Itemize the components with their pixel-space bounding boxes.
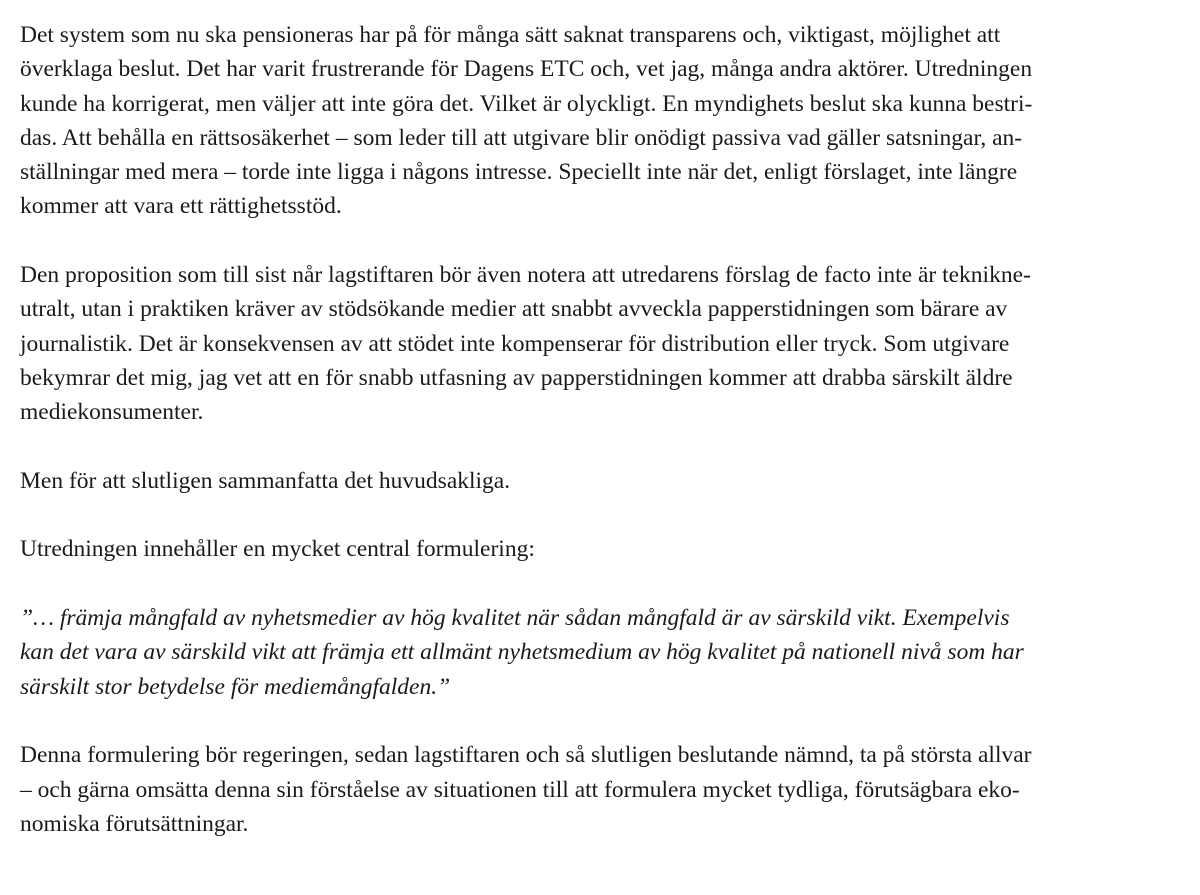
paragraph-6 [20,738,1170,841]
text-line: – och gärna omsätta denna sin förståelse av situationen till att formulera mycket tydliga, förutsägbara eko- [20,776,1020,803]
text-line: mediekonsumenter. [20,399,204,426]
text-line: Utredningen innehåller en mycket central formulering: [20,536,535,563]
paragraph-3 [20,464,1170,498]
text-line: kunde ha korrigerat, men väljer att inte göra det. Vilket är olyckligt. En myndighets beslut ska kunna bestri- [20,90,1033,117]
text-line: ställningar med mera – torde inte ligga i någons intresse. Speciellt inte när det, enligt förslaget, inte längre [20,159,1018,186]
text-line: Denna formulering bör regeringen, sedan lagstiftaren och så slutligen beslutande nämnd, ta på största allvar [20,742,1032,769]
text-line: journalistik. Det är konsekvensen av att stödet inte kompenserar för distribution eller tryck. Som utgivare [20,330,1010,357]
text-line: kommer att vara ett rättighetsstöd. [20,193,342,220]
paragraph-1 [20,18,1170,224]
quote-line: särskilt stor betydelse för mediemångfalden.” [20,673,451,700]
text-line: Men för att slutligen sammanfatta det huvudsakliga. [20,467,511,494]
text-line: das. Att behålla en rättsosäkerhet – som leder till att utgivare blir onödigt passiva vad gäller satsningar, an- [20,124,1023,151]
text-line: Den proposition som till sist når lagstiftaren bör även notera att utredarens förslag de facto inte är teknikne- [20,262,1031,289]
text-line: nomiska förutsättningar. [20,810,249,837]
paragraph-4 [20,532,1170,566]
block-quote [20,601,1170,704]
quote-line: kan det vara av särskild vikt att främja ett allmänt nyhetsmedium av hög kvalitet på nationell nivå som har [20,639,1024,666]
text-line: utralt, utan i praktiken kräver av stödsökande medier att snabbt avveckla papperstidningen som bärare av [20,296,1008,323]
text-line: Det system som nu ska pensioneras har på för många sätt saknat transparens och, viktigast, möjlighet att [20,22,1001,48]
paragraph-2 [20,258,1170,429]
quote-line: ”… främja mångfald av nyhetsmedier av hög kvalitet när sådan mångfald är av särskild vikt. Exempelvis [20,605,1010,632]
text-line: bekymrar det mig, jag vet att en för snabb utfasning av papperstidningen kommer att drabba särskilt äldre [20,364,1013,391]
text-line: överklaga beslut. Det har varit frustrerande för Dagens ETC och, vet jag, många andra aktörer. Utredningen [20,56,1033,83]
